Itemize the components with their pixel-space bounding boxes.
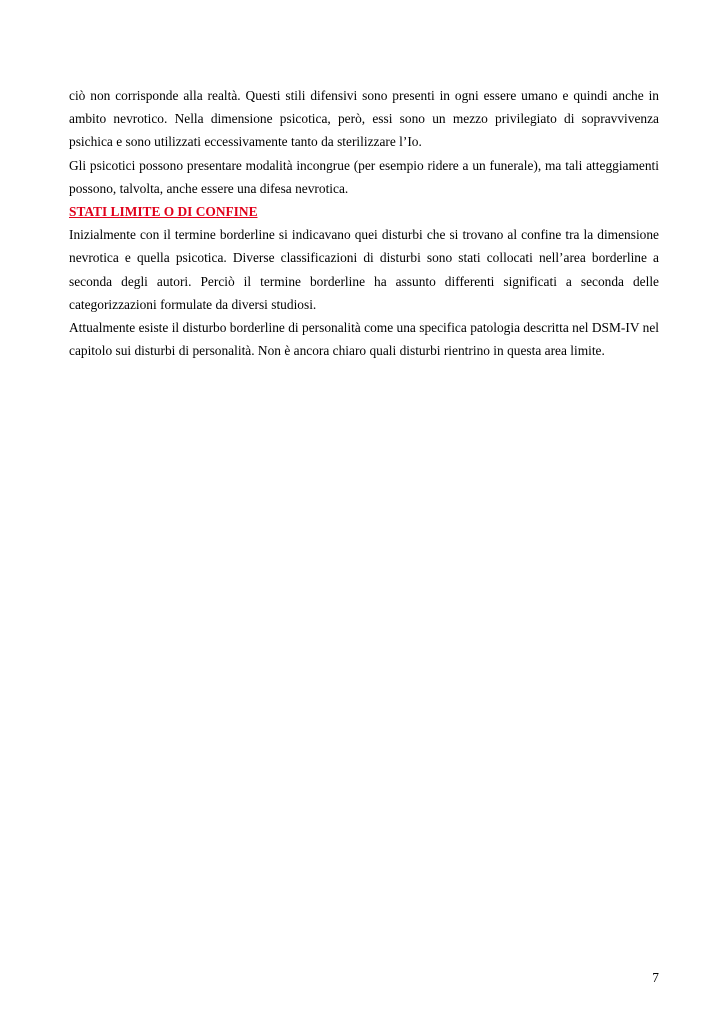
page-number: 7 (652, 970, 659, 985)
paragraph-defense-styles: ciò non corrisponde alla realtà. Questi stili difensivi sono presenti in ogni essere umano e quindi anche in ambito nevrotico. Nella dimensione psicotica, però, essi sono un mezzo privilegiato di sopravvivenza psichica e sono utilizzati eccessivamente tanto da sterilizzare l’Io. (69, 88, 659, 150)
paragraph-borderline-term: Inizialmente con il termine borderline si indicavano quei disturbi che si trovano al confine tra la dimensione nevrotica e quella psicotica. Diverse classificazioni di disturbi sono stati collocati nell’area borderline a seconda degli autori. Perciò il termine borderline ha assunto differenti significati a seconda delle categorizzazioni formulate da diversi studiosi. (69, 227, 659, 312)
section-heading: STATI LIMITE O DI CONFINE (69, 204, 258, 220)
paragraph-psychotics: Gli psicotici possono presentare modalità incongrue (per esempio ridere a un funerale), ma tali atteggiamenti possono, talvolta, anche essere una difesa nevrotica. (69, 157, 659, 196)
paragraph-borderline-dsm: Attualmente esiste il disturbo borderline di personalità come una specifica patologia descritta nel DSM-IV nel capitolo sui disturbi di personalità. Non è ancora chiaro quali disturbi rientrino in questa area limite. (69, 320, 659, 359)
page-content (69, 84, 659, 362)
